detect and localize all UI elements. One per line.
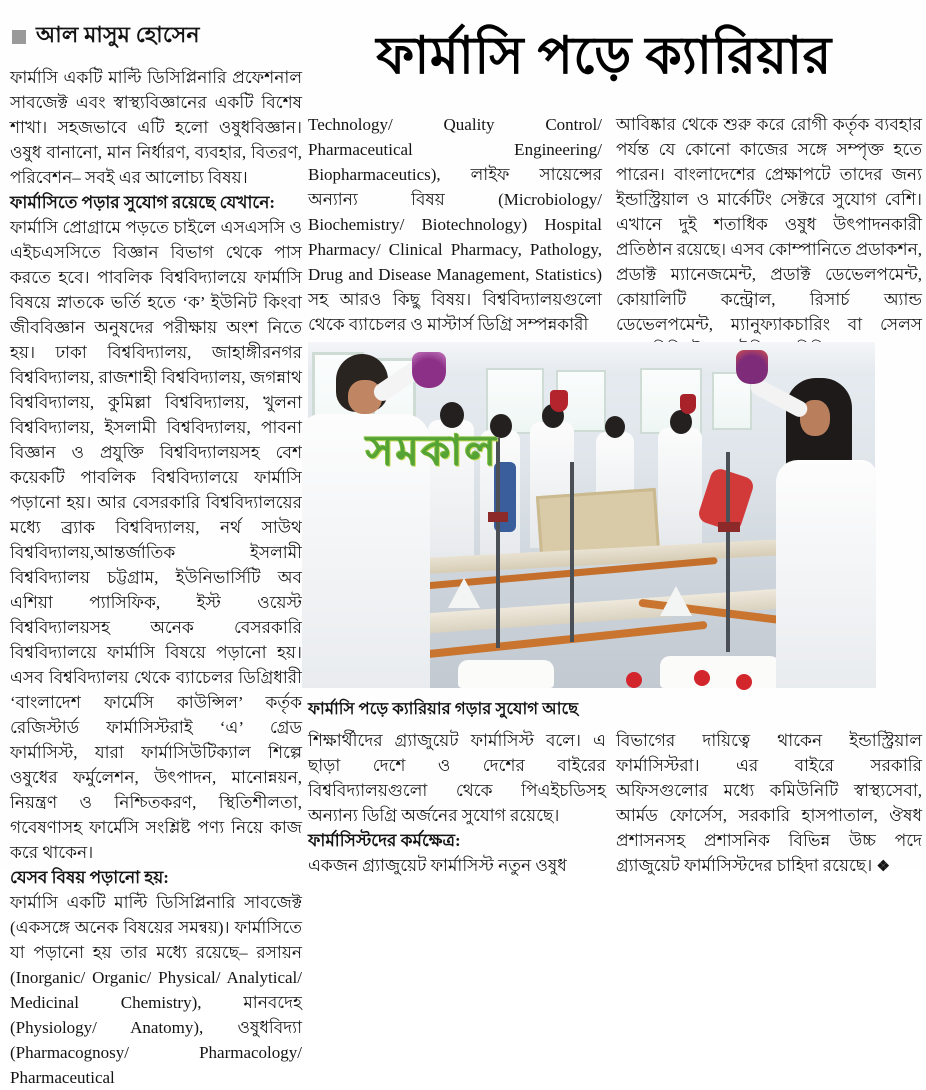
middle-top-paragraph: Technology/ Quality Control/ Pharmaceutical Engineering/ Biopharmaceutics), লাইফ সায়েন্সের অন্যান্য বিষয় (Microbiology/ Biochemistry/ Biotechnology) Hospital Pharmacy/ Clinical Pharmacy, Pathology, Drug and Disease Management, Statistics) সহ আরও কিছু বিষয়। বিশ্ববিদ্যালয়গুলো থেকে ব্যাচেলর ও মাস্টার্স ডিগ্রি সম্পন্নকারী [308,115,602,334]
middle-column-top [308,112,602,340]
lab-photo [308,342,875,688]
right-column-top [616,112,922,340]
right-bottom-paragraph [616,728,922,880]
left-paragraph-2: ফার্মাসি প্রোগ্রামে পড়তে চাইলে এসএসসি ও এইচএসসিতে বিজ্ঞান বিভাগ থেকে পাস করতে হবে। পাবলিক বিশ্ববিদ্যালয়ে ফার্মাসি বিষয়ে স্নাতকে ভর্তি হতে ‘ক’ ইউনিট কিংবা জীববিজ্ঞান অনুষদের পরীক্ষায় অংশ নিতে হয়। ঢাকা বিশ্ববিদ্যালয়, জাহাঙ্গীরনগর বিশ্ববিদ্যালয়, রাজশাহী বিশ্ববিদ্যালয়, জগন্নাথ বিশ্ববিদ্যালয়, কুমিল্লা বিশ্ববিদ্যালয়, খুলনা বিশ্ববিদ্যালয়, ইসলামী বিশ্ববিদ্যালয়, পাবনা বিজ্ঞান ও প্রযুক্তি বিশ্ববিদ্যালয়সহ বেশ কয়েকটি পাবলিক বিশ্ববিদ্যালয়ে ফার্মাসি পড়ানো হয়। আর বেসরকারি বিশ্ববিদ্যালয়ের মধ্যে ব্র্যাক বিশ্ববিদ্যালয়, নর্থ সাউথ বিশ্ববিদ্যালয়,আন্তর্জাতিক ইসলামী বিশ্ববিদ্যালয় চট্টগ্রাম, ইউনিভার্সিটি অব এশিয়া প্যাসিফিক, ইস্ট ওয়েস্ট বিশ্ববিদ্যালয়সহ অনেক বেসরকারি বিশ্ববিদ্যালয়ে ফার্মাসি বিষয়ে পড়ানো হয়। এসব বিশ্ববিদ্যালয় থেকে ব্যাচেলর ডিগ্রিধারী ‘বাংলাদেশ ফার্মেসি কাউন্সিল’ কর্তৃক রেজিস্টার্ড ফার্মাসিস্টরাই ‘এ’ গ্রেড ফার্মাসিস্ট, যারা ফার্মাসিউটিক্যাল শিল্পে ওষুধের ফর্মুলেশন, উৎপাদন, মানোন্নয়ন, নিয়ন্ত্রণ ও নিশ্চিতকরণ, স্থিতিশীলতা, গবেষণাসহ ফার্মেসি সংশ্লিষ্ট পণ্য নিয়ে কাজ করে থাকেন। [10,218,302,862]
stand-clamp [488,512,508,522]
flask-red-liquid [680,394,696,414]
middle-column-bottom [308,728,606,875]
byline-square-icon [12,30,26,44]
red-valve-knob [694,670,710,686]
right-bottom-text: বিভাগের দায়িত্বে থাকেন ইন্ডাস্ট্রিয়াল ফার্মাসিস্টরা। এর বাইরে সরকারি অফিসগুলোর মধ্যে কমিউনিটি স্বাস্থ্যসেবা, আর্মড ফোর্সেস, সরকারি হাসপাতাল, ঔষধ প্রশাসনসহ প্রশাসনিক বিভিন্ন উচ্চ পদে গ্র্যাজুয়েট ফার্মাসিস্টদের চাহিদা রয়েছে। [616,731,922,875]
left-subhead-2: যেসব বিষয় পড়ানো হয়: [10,868,169,887]
photo-caption: ফার্মাসি পড়ে ক্যারিয়ার গড়ার সুযোগ আছে [308,699,579,718]
left-paragraph-1: ফার্মাসি একটি মাল্টি ডিসিপ্লিনারি প্রফেশনাল সাবজেক্ট এবং স্বাস্থ্যবিজ্ঞানের একটি বিশেষ শাখা। সহজভাবে এটি হলো ওষুধবিজ্ঞান। ওষুধ বানানো, মান নির্ধারণ, ব্যবহার, বিতরণ, পরিবেশন– সবই এর আলোচ্য বিষয়। [10,68,302,187]
byline [12,18,302,55]
student-head [605,416,625,438]
red-valve-knob [626,672,642,688]
erlenmeyer-flask [660,586,692,616]
article-headline: ফার্মাসি পড়ে ক্যারিয়ার [376,27,832,85]
right-top-paragraph: আবিষ্কার থেকে শুরু করে রোগী কর্তৃক ব্যবহার পর্যন্ত যে কোনো কাজের সঙ্গে সম্পৃক্ত হতে পারেন। বাংলাদেশের প্রেক্ষাপটে তাদের জন্য ইন্ডাস্ট্রিয়াল ও মার্কেটিং সেক্টরে সুযোগ বেশি। এখানে দুই শতাধিক ওষুধ উৎপাদনকারী প্রতিষ্ঠান রয়েছে। এসব কোম্পানিতে প্রডাকশন, প্রডাক্ট ম্যানেজমেন্ট, প্রডাক্ট ডেভেলপমেন্ট, কোয়ালিটি কন্ট্রোল, রিসার্চ অ্যান্ড ডেভেলপমেন্ট, ম্যানুফ্যাকচারিং বা সেলস [616,115,922,334]
right-student-coat [776,460,876,688]
red-valve-knob [736,674,752,690]
erlenmeyer-flask [448,578,480,608]
middle-bottom-paragraph-2: একজন গ্র্যাজুয়েট ফার্মাসিস্ট নতুন ওষুধ [308,856,567,875]
burette-stand [726,452,730,652]
flask-purple-liquid [412,352,446,388]
middle-bottom-subhead: ফার্মাসিস্টদের কর্মক্ষেত্র: [308,831,461,850]
burette-stand [570,462,574,642]
byline-author: আল মাসুম হোসেন [36,22,200,47]
lab-sink [660,656,780,688]
left-column [10,14,302,1087]
left-subhead-1: ফার্মাসিতে পড়ার সুযোগ রয়েছে যেখানে: [10,193,276,212]
flask-red-liquid [550,390,568,412]
lab-sink [458,660,554,688]
stand-clamp [718,522,740,532]
left-paragraph-3: ফার্মাসি একটি মাল্টি ডিসিপ্লিনারি সাবজেক্ট (একসঙ্গে অনেক বিষয়ের সমন্বয়)। ফার্মাসিতে যা পড়ানো হয় তার মধ্যে রয়েছে– রসায়ন (Inorganic/ Organic/ Physical/ Analytical/ Medicinal Chemistry), মানবদেহ (Physiology/ Anatomy), ওষুধবিদ্যা (Pharmacognosy/ Pharmacology/ Pharmaceutical [10,893,302,1087]
right-column-bottom [616,728,922,875]
samakal-watermark: সমকাল [366,429,498,475]
middle-bottom-paragraph-1: শিক্ষার্থীদের গ্র্যাজুয়েট ফার্মাসিস্ট বলে। এ ছাড়া দেশে ও দেশের বাইরের বিশ্ববিদ্যালয়গুলো থেকে পিএইচডিসহ অন্যান্য ডিগ্রি অর্জনের সুযোগ রয়েছে। [308,731,606,825]
flask-purple-liquid [736,350,768,384]
student-figure [658,428,702,546]
end-of-article-icon: ❖ [876,859,890,875]
